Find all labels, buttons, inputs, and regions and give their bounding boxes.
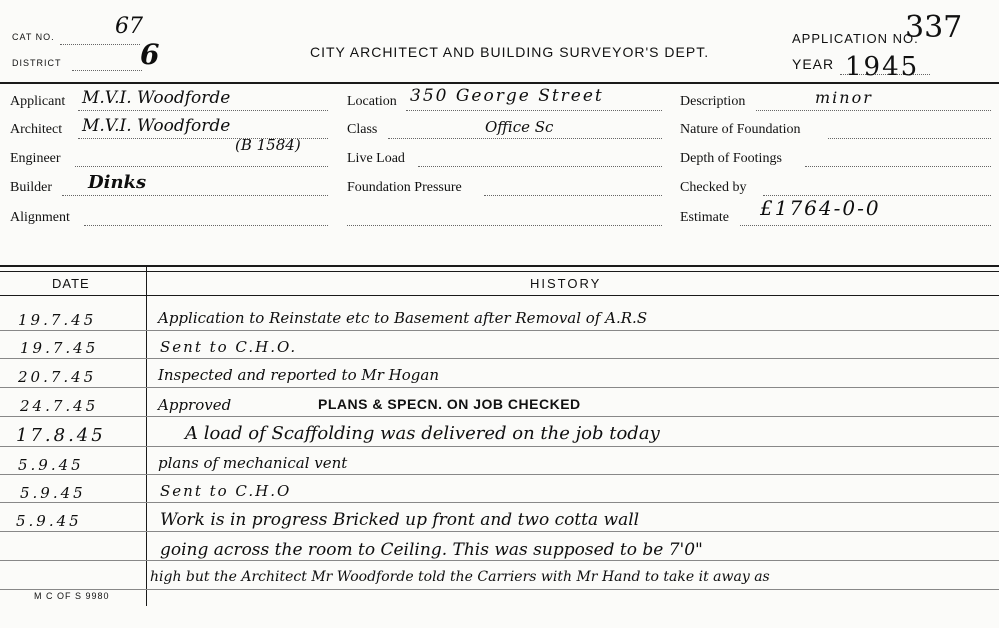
checked-by-label: Checked by <box>680 180 747 195</box>
live-load-label: Live Load <box>347 151 405 166</box>
year-value: 1945 <box>845 52 920 82</box>
location-label: Location <box>347 94 397 109</box>
estimate-value: £1764-0-0 <box>760 196 881 220</box>
history-date: 24.7.45 <box>20 397 99 415</box>
history-date: 19.7.45 <box>20 339 99 357</box>
table-top-rule-inner <box>0 271 999 272</box>
header-rule <box>0 82 999 84</box>
description-label: Description <box>680 94 746 109</box>
foundation-pressure-line <box>484 195 662 196</box>
cat-no-value: 67 <box>115 14 143 39</box>
architect-label: Architect <box>10 122 63 137</box>
architect-ref: (B 1584) <box>235 136 301 154</box>
application-label: APPLICATION NO. <box>792 31 919 46</box>
history-entry: plans of mechanical vent <box>158 454 348 472</box>
district-line <box>72 70 142 71</box>
row-rule <box>0 416 999 417</box>
district-label: DISTRICT <box>12 58 62 68</box>
history-date: 5.9.45 <box>16 512 82 530</box>
alignment-line <box>84 225 328 226</box>
builder-line <box>62 195 328 196</box>
applicant-label: Applicant <box>10 94 66 109</box>
history-date: 17.8.45 <box>16 425 106 446</box>
row-rule <box>0 358 999 359</box>
row-rule <box>0 589 999 590</box>
history-entry-continued: going across the room to Ceiling. This was supposed to be 7'0" <box>160 540 703 560</box>
history-date: 5.9.45 <box>18 456 84 474</box>
history-entry: Sent to C.H.O. <box>160 338 298 356</box>
architect-value: M.V.I. Woodforde <box>82 116 231 136</box>
column-divider <box>146 266 147 606</box>
applicant-line <box>78 110 328 111</box>
history-entry-continued: high but the Architect Mr Woodforde told the Carriers with Mr Hand to take it away as <box>150 569 770 585</box>
history-entry: Approved <box>158 396 232 414</box>
table-top-rule <box>0 265 999 267</box>
history-entry: Inspected and reported to Mr Hogan <box>158 366 439 384</box>
depth-of-footings-line <box>805 166 991 167</box>
history-column-header: HISTORY <box>530 276 602 291</box>
history-date: 19.7.45 <box>18 311 97 329</box>
applicant-value: M.V.I. Woodforde <box>82 88 231 108</box>
nature-of-foundation-label: Nature of Foundation <box>680 122 801 137</box>
row-rule <box>0 387 999 388</box>
builder-label: Builder <box>10 180 52 195</box>
history-entry: Sent to C.H.O <box>160 482 292 500</box>
history-entry: Work is in progress Bricked up front and two cotta wall <box>160 510 640 530</box>
application-number: 337 <box>905 10 963 45</box>
year-label: YEAR <box>792 56 835 72</box>
foundation-pressure-label: Foundation Pressure <box>347 180 462 195</box>
history-entry: A load of Scaffolding was delivered on the job today <box>185 423 660 444</box>
district-value: 6 <box>140 38 160 71</box>
nature-of-foundation-line <box>828 138 991 139</box>
form-code: M C OF S 9980 <box>34 591 110 601</box>
blank-line <box>347 225 662 226</box>
row-rule <box>0 502 999 503</box>
engineer-label: Engineer <box>10 151 61 166</box>
department-title: CITY ARCHITECT AND BUILDING SURVEYOR'S DEPT. <box>310 44 710 60</box>
cat-no-line <box>60 44 140 45</box>
row-rule <box>0 560 999 561</box>
builder-value: Dinks <box>88 172 147 193</box>
description-line <box>756 110 991 111</box>
class-label: Class <box>347 122 378 137</box>
estimate-line <box>740 225 991 226</box>
history-date: 5.9.45 <box>20 484 86 502</box>
history-entry: Application to Reinstate etc to Basement after Removal of A.R.S <box>158 309 648 327</box>
table-header-rule <box>0 295 999 296</box>
row-rule <box>0 474 999 475</box>
date-column-header: DATE <box>52 276 90 291</box>
alignment-label: Alignment <box>10 210 70 225</box>
row-rule <box>0 330 999 331</box>
depth-of-footings-label: Depth of Footings <box>680 151 782 166</box>
row-rule <box>0 446 999 447</box>
plans-checked-stamp: PLANS & SPECN. ON JOB CHECKED <box>318 396 581 412</box>
class-value: Office Sc <box>485 118 554 136</box>
location-value: 350 George Street <box>410 86 604 106</box>
cat-no-label: CAT NO. <box>12 32 55 42</box>
description-value: minor <box>815 88 873 107</box>
engineer-line <box>75 166 328 167</box>
history-date: 20.7.45 <box>18 368 97 386</box>
live-load-line <box>418 166 662 167</box>
class-line <box>388 138 662 139</box>
estimate-label: Estimate <box>680 210 729 225</box>
location-line <box>406 110 662 111</box>
row-rule <box>0 531 999 532</box>
